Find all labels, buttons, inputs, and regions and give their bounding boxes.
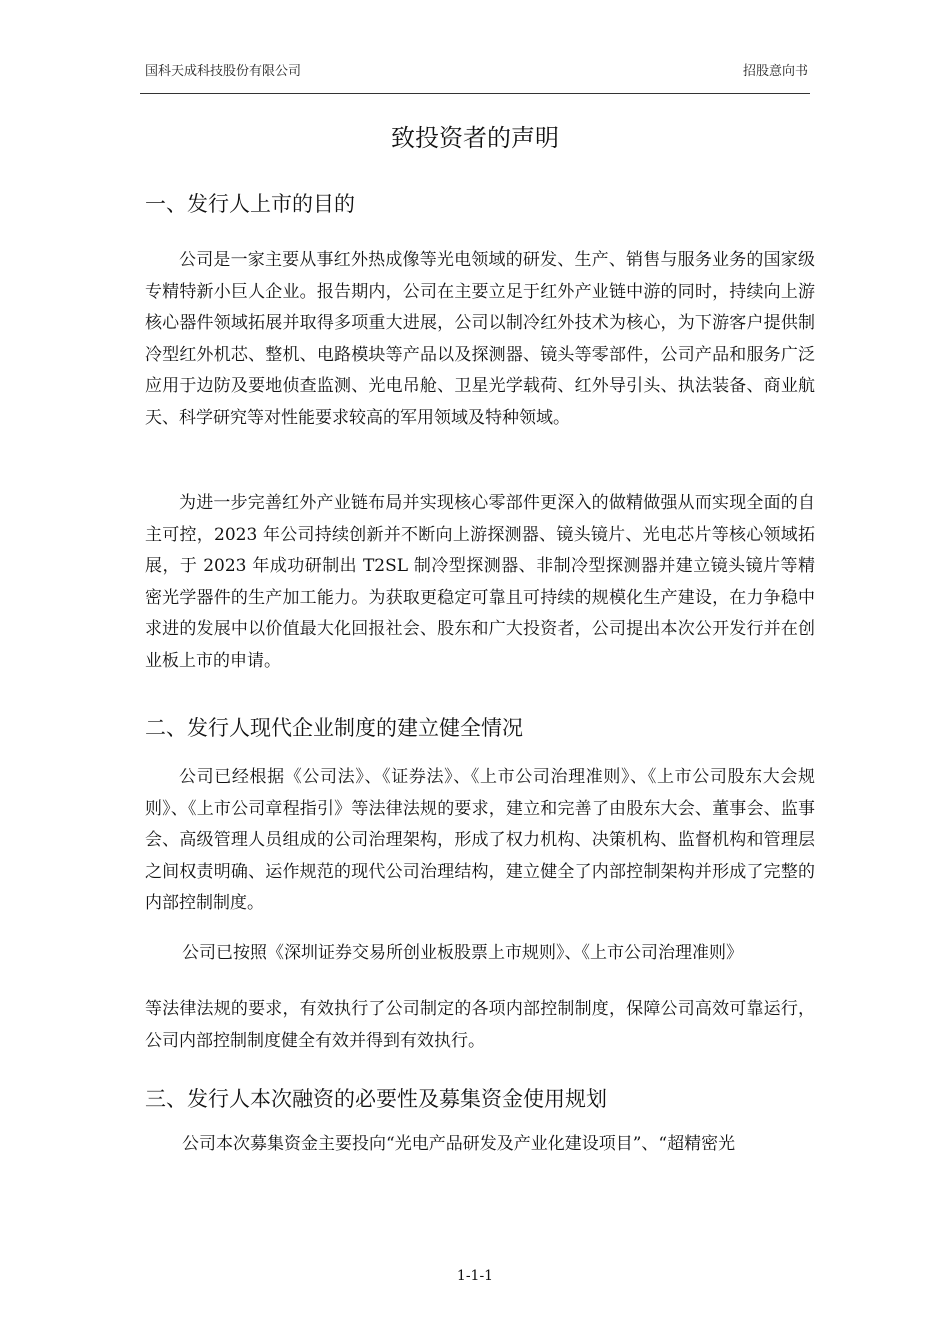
- section-3-heading: 三、发行人本次融资的必要性及募集资金使用规划: [145, 1087, 607, 1111]
- section-2-paragraph-2: 公司已按照《深圳证券交易所创业板股票上市规则》、《上市公司治理准则》: [182, 943, 743, 963]
- section-1-paragraph-2: 为进一步完善红外产业链布局并实现核心零部件更深入的做精做强从而实现全面的自主可控，2023 年公司持续创新并不断向上游探测器、镜头镜片、光电芯片等核心领域拓展，于 2023 年成功研制出 T2SL 制冷型探测器、非制冷型探测器并建立镜头镜片等精密光学器件的生产加工能力。为获取更稳定可靠且可持续的规模化生产建设，在力争稳中求进的发展中以价值最大化回报社会、股东和广大投资者，公司提出本次公开发行并在创业板上市的申请。: [145, 493, 815, 671]
- section-2-paragraph-3: 等法律法规的要求，有效执行了公司制定的各项内部控制制度，保障公司高效可靠运行，公司内部控制制度健全有效并得到有效执行。: [145, 999, 815, 1051]
- section-1-paragraph-1: 公司是一家主要从事红外热成像等光电领域的研发、生产、销售与服务业务的国家级专精特新小巨人企业。报告期内，公司在主要立足于红外产业链中游的同时，持续向上游核心器件领域拓展并取得多项重大进展，公司以制冷红外技术为核心，为下游客户提供制冷型红外机芯、整机、电路模块等产品以及探测器、镜头等零部件，公司产品和服务广泛应用于边防及要地侦查监测、光电吊舱、卫星光学载荷、红外导引头、执法装备、商业航天、科学研究等对性能要求较高的军用领域及特种领域。: [145, 250, 815, 428]
- page-title: 致投资者的声明: [391, 124, 559, 152]
- section-1-heading: 一、发行人上市的目的: [145, 192, 355, 216]
- header-rule: [140, 93, 810, 94]
- header-company: 国科天成科技股份有限公司: [145, 64, 302, 79]
- section-2-paragraph-1: 公司已经根据《公司法》、《证券法》、《上市公司治理准则》、《上市公司股东大会规则》、《上市公司章程指引》等法律法规的要求，建立和完善了由股东大会、董事会、监事会、高级管理人员组成的公司治理架构，形成了权力机构、决策机构、监督机构和管理层之间权责明确、运作规范的现代公司治理结构，建立健全了内部控制架构并形成了完整的内部控制制度。: [145, 767, 815, 914]
- header-doc-type: 招股意向书: [742, 64, 808, 79]
- page-number: 1-1-1: [456, 1268, 494, 1284]
- section-3-paragraph-1: 公司本次募集资金主要投向“光电产品研发及产业化建设项目”、“超精密光: [182, 1134, 736, 1154]
- section-2-heading: 二、发行人现代企业制度的建立健全情况: [145, 716, 523, 740]
